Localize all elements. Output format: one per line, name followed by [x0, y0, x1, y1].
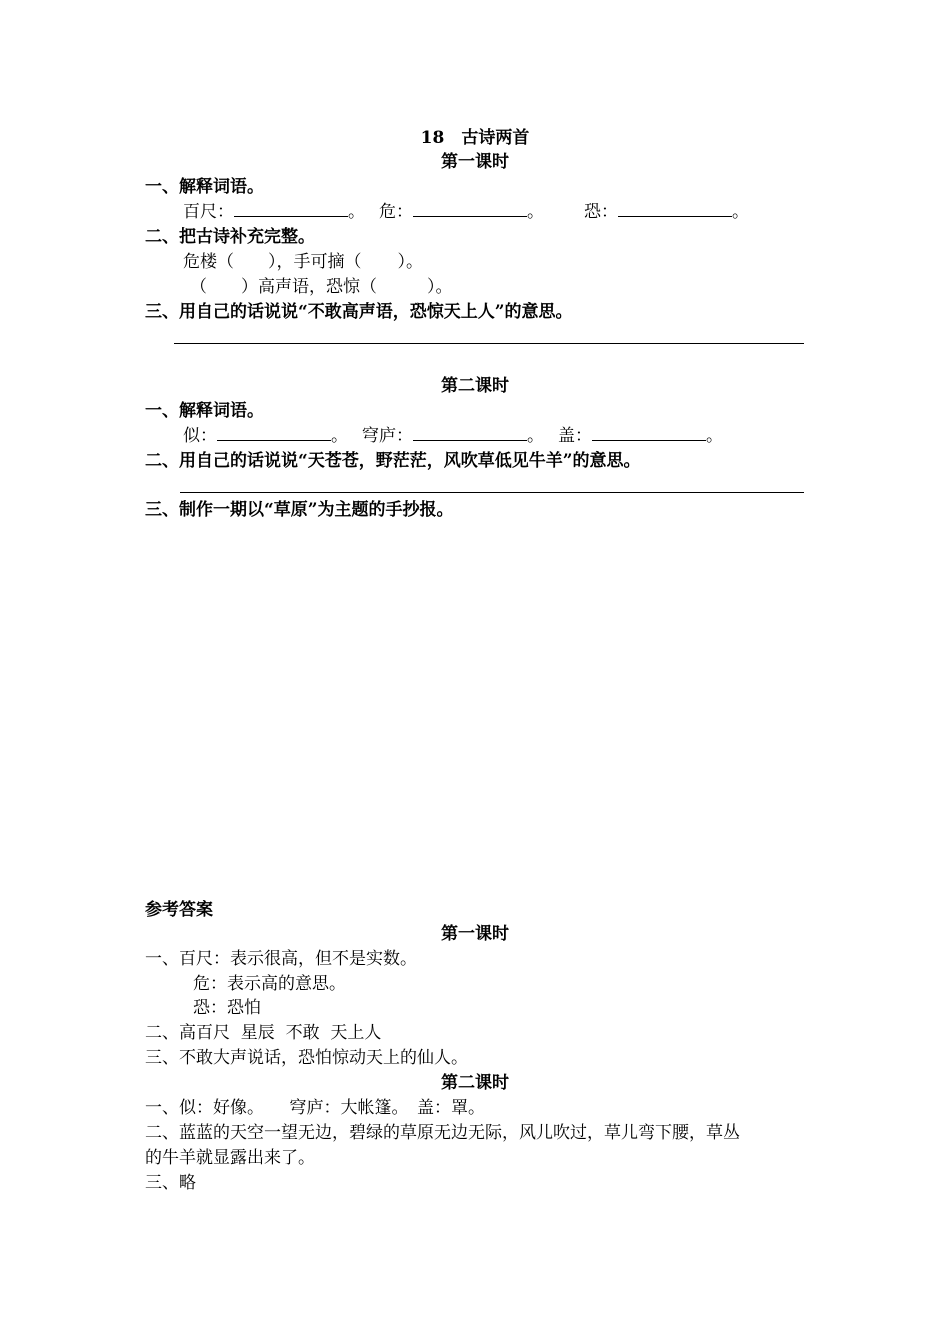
- page-title: 18 古诗两首: [420, 128, 530, 148]
- lesson1-heading: 第一课时: [441, 152, 509, 172]
- lesson1-q1-terms: 百尺： 。 危： 。 恐： 。: [183, 202, 749, 222]
- answers-lesson1-heading: 第一课时: [441, 924, 509, 944]
- answer2-1: 一、似：好像。 穹庐：大帐篷。 盖：罩。: [145, 1098, 485, 1118]
- answers-lesson2-heading: 第二课时: [441, 1073, 509, 1093]
- answer-blank-si[interactable]: [217, 424, 331, 441]
- answer2-2-line-2: 的牛羊就显露出来了。: [145, 1148, 315, 1168]
- lesson2-q2-answer-line[interactable]: [180, 492, 804, 493]
- term-baichi: 百尺：: [183, 202, 234, 222]
- lesson1-q1-label: 一、解释词语。: [145, 177, 264, 197]
- term-kong: 恐：: [584, 202, 618, 222]
- term-wei: 危：: [379, 202, 413, 222]
- term-si: 似：: [183, 426, 217, 446]
- answer-blank-gai[interactable]: [592, 424, 706, 441]
- answer2-2-line-1: 二、蓝蓝的天空一望无边，碧绿的草原无边无际，风儿吹过，草儿弯下腰，草丛: [145, 1123, 740, 1143]
- answer-blank-wei[interactable]: [413, 200, 527, 217]
- answer-2: 二、高百尺 星辰 不敢 天上人: [145, 1023, 382, 1043]
- answer-1-line-1: 一、百尺：表示很高，但不是实数。: [145, 949, 417, 969]
- term-qionglu: 穹庐：: [362, 426, 413, 446]
- lesson2-q3-label: 三、制作一期以“草原”为主题的手抄报。: [145, 500, 454, 520]
- lesson2-q2-label: 二、用自己的话说说“天苍苍，野茫茫，风吹草低见牛羊”的意思。: [145, 451, 641, 471]
- answer-1-line-2: 危：表示高的意思。: [193, 974, 346, 994]
- poem-line-2: （ ）高声语，恐惊（ ）。: [190, 277, 453, 297]
- lesson2-heading: 第二课时: [441, 376, 509, 396]
- answers-heading: 参考答案: [145, 900, 213, 920]
- lesson1-q3-answer-line[interactable]: [174, 343, 804, 344]
- lesson2-q1-label: 一、解释词语。: [145, 401, 264, 421]
- lesson1-q2-label: 二、把古诗补充完整。: [145, 227, 315, 247]
- lesson1-q3-label: 三、用自己的话说说“不敢高声语，恐惊天上人”的意思。: [145, 302, 573, 322]
- answer2-3: 三、略: [145, 1173, 196, 1193]
- answer-3: 三、不敢大声说话，恐怕惊动天上的仙人。: [145, 1048, 468, 1068]
- answer-blank-kong[interactable]: [618, 200, 732, 217]
- lesson2-q1-terms: 似： 。 穹庐： 。 盖： 。: [183, 426, 723, 446]
- answer-blank-baichi[interactable]: [234, 200, 348, 217]
- answer-1-line-3: 恐：恐怕: [193, 998, 261, 1018]
- answer-blank-qionglu[interactable]: [413, 424, 527, 441]
- term-gai: 盖：: [558, 426, 592, 446]
- poem-line-1: 危楼（ ），手可摘（ ）。: [183, 252, 423, 272]
